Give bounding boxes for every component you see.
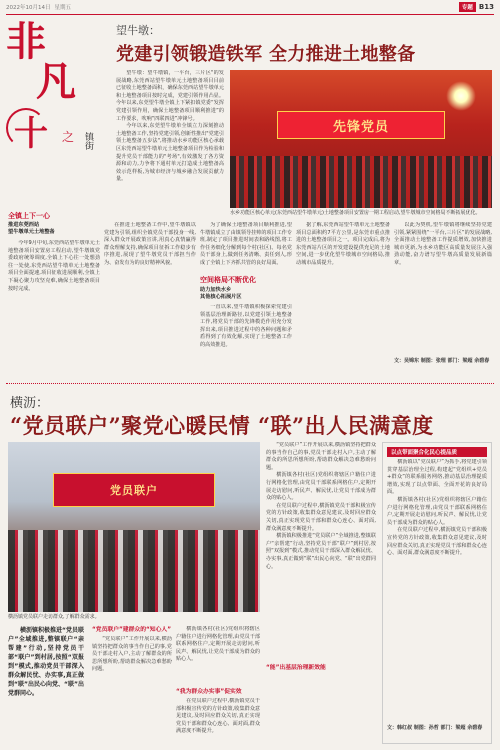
story2-photo-crowd — [8, 530, 260, 612]
story1-col-1 — [8, 240, 100, 378]
story2-box-body — [387, 459, 487, 719]
story-divider — [6, 383, 494, 385]
story1-lead-p2: 今年以来,东莞望牛墩单全镇立力深刻推动土地整备工作,坚持党建引领,创新性推出"党建引领土地整备五步法",将推动水乡功能区核心承载区东莞西站望牛墩单元土地整备项目作为检验和提升党员干部能力的"考场",有效激发了各方资源和动力,力争将下通村单元打造成土地整备高效示范样板,为城市经济与城乡融合发展贡献力量。 — [116, 123, 224, 183]
story1-subsec-sub-2: 其他核心拓展片区 — [200, 294, 242, 300]
masthead-swirl — [6, 108, 46, 148]
story1-subsec-heading: 空间格局不断优化 — [200, 276, 256, 284]
story1-col-4-text: 一直以来,望牛墩镇积极探索党建引领基层治理新路径,以党建引领土地整备工作,将党员干部的先锋模范作用充分发挥出来,项目推进过程中的各种问题和矛盾得到了有效化解,实现了土地整备工作的高效推进。 — [200, 304, 292, 348]
story1-byline: 文：吴锦东 制图：张理 部门：梁超 余碧春 — [394, 358, 490, 364]
story2-sidebar-box — [382, 442, 492, 744]
masthead-char-2: 凡 — [36, 58, 76, 105]
story2-headline: “党员联户”聚党心暖民情 “联”出人民满意度 — [10, 413, 434, 438]
photo-light — [446, 81, 476, 111]
story2-subhead-c: “能”出基层治理新效能 — [266, 664, 376, 673]
masthead-char-3: 十 — [14, 114, 48, 154]
story1-side-subhead-2: 推进东莞西站 — [8, 222, 40, 228]
story2-box-p2: 横沥镇各村(社区)党组织将辖区户籍住户进行网格化管理,由党员干部联系网格住户,定期开展走访慰问,听民声、解民忧,让党员干部成为群众的贴心人。 — [387, 496, 487, 526]
masthead-zhi: 之 — [62, 130, 75, 144]
section-chip: 专题 — [459, 2, 476, 12]
story1-photo-caption: 水乡功能区核心单元(东莞西站望牛墩单元)土地整备项目安置房一期工程启动,望牛墩城市空间格局不断拓展优化。 — [230, 210, 481, 216]
story1-col-5 — [296, 222, 390, 378]
story2-col-d-p2: 横沥镇各村(社区)党组织将辖区户籍住户进行网格化管理,由党员干部联系网格住户,定期开展走访慰问,听民声、解民忧,让党员干部成为群众的贴心人。 — [266, 472, 376, 502]
story1-photo — [230, 70, 492, 208]
story2-col-d — [266, 442, 376, 744]
story2-side-text: 横沥镇积极推进“党员联户”全域推进,整镇联户“亲帮建”行动,坚持党员干部“联户”到村居,按照“双报到”模式,推动党员干部深入群众解民忧、办实事,真正做到“联”出民心向党、“联”出党群同心。 — [8, 627, 84, 697]
story2-photo-banner: 党员联户 — [53, 473, 214, 507]
story2-photo — [8, 442, 260, 612]
story2-box-p3: 在党员联户过程中,横沥镇党员干部积极宣传党的方针政策,收集群众意见建议,及时回应群众关切,真正实现党员干部和群众心连心、面对面,群众满意度不断提升。 — [387, 527, 487, 557]
story1-side-subhead: 全镇上下一心 — [8, 212, 50, 220]
story2-kicker: 横沥： — [10, 396, 50, 411]
story2-subhead-b: “我为群众办实事”促实效 — [176, 689, 242, 695]
story2-col-b — [176, 626, 260, 684]
masthead-subtitle: 镇街 — [83, 132, 93, 150]
story2-col-c — [176, 698, 260, 744]
issue-date: 2022年10月14日 — [6, 5, 51, 11]
story2-col-b-text: 横沥镇各村(社区)党组织将辖区户籍住户进行网格化管理,由党员干部联系网格住户,定期开展走访慰问,听民声、解民忧,让党员干部成为群众的贴心人。 — [176, 626, 260, 663]
page-number: B13 — [478, 3, 494, 11]
issue-weekday: 星期五 — [54, 5, 72, 11]
photo-crowd — [230, 156, 492, 208]
story2-col-d-p4: 横沥镇积极推进“党员联户”全域推进,整镇联户“亲帮建”行动,坚持党员干部“联户”到村居,按照“双报到”模式,推动党员干部深入群众解民忧、办实事,真正做到“联”出民心向党、“联”出党群同心。 — [266, 533, 376, 570]
story1-col-1-text: 今年9月中旬,东莞西站望牛墩单元土地整备项目安置房工程启动,望牛墩镇党委政府统筹调度,全镇上下心往一处想劲往一处使,东莞西站望牛墩单元土地整备项目全面提速,项目征收进展顺利,全镇上下凝心聚力攻坚克难,确保土地整备项目按时完成。 — [8, 240, 100, 292]
story1-col-3 — [200, 222, 292, 272]
page-header — [0, 0, 500, 14]
story1-col-4 — [200, 304, 292, 378]
story2-col-c-text: 在党员联户过程中,横沥镇党员干部积极宣传党的方针政策,收集群众意见建议,及时回应群众关切,真正实现党员干部和群众心连心、面对面,群众满意度不断提升。 — [176, 698, 260, 735]
story1-headline: 党建引领锻造铁军 全力推进土地整备 — [116, 44, 416, 65]
header-rule — [6, 14, 494, 15]
story1-kicker: 望牛墩： — [116, 24, 160, 37]
story2-col-a — [92, 636, 172, 744]
masthead-char-1: 非 — [6, 18, 46, 65]
story1-subsec-sub-1: 助力加快水乡 — [200, 287, 232, 293]
story1-side-subhead-3: 望牛墩单元土地整备 — [8, 229, 55, 235]
photo-banner: 先锋党员 — [277, 111, 445, 139]
story2-box-title: 以点带面聚合化民心提品质 — [387, 447, 487, 457]
story2-col-d-p3: 在党员联户过程中,横沥镇党员干部积极宣传党的方针政策,收集群众意见建议,及时回应群众关切,真正实现党员干部和群众心连心、面对面,群众满意度不断提升。 — [266, 502, 376, 532]
masthead-logo — [6, 20, 102, 180]
story1-col-2 — [104, 222, 196, 378]
story2-byline: 文：韩红叔 制图：孙哲 部门：梁超 余碧春 — [387, 725, 483, 731]
story2-side-col — [8, 626, 84, 744]
story2-col-d-p1: “党员联户”工作开展以来,横沥镇坚持把群众的事当作自己的事,党员干部走村入户,主动了解群众的所思所想所盼,帮助群众解决急难愁盼问题。 — [266, 442, 376, 471]
section-indicator — [459, 2, 494, 12]
story1-col-5-text: 据了解,东莞西站望牛墩单元土地整备项目总面积约7平方公里,是东莞市重点推进的土地整备项目之一。项目完成后,将为东莞西站片区的开发建设提供充足的土地空间,进一步优化望牛墩城市空间格局,推动城市品质提升。 — [296, 222, 390, 266]
story1-lead-p1: 望牛墩：望牛墩镇，一平台，三片区"的发展战略,东莞西站望牛墩单元土地整备项目目前已征收土地整备面积，确保东莞西站望牛墩单元和土地整备项目按时完成，党建引领作用凸显。今年以来,东莞望牛墩全镇上下紧扣镇党委“发挥党建引领作用，确保土地整备项目顺利推进”的工作要求，吹响“四联四进”冲锋号。 — [116, 70, 224, 122]
story1-col-6-text: 以此为契机,望牛墩镇将继续坚持党建引领,紧紧围绕“一平台,三片区”的发展战略,全面推动土地整备工作提质增效,加快推进城市更新,为水乡功能区高质量发展注入强劲动能,奋力谱写望牛墩高质量发展新篇章。 — [394, 222, 492, 266]
story2-subhead-a: “党员联户”建群众的“知心人” — [92, 627, 172, 633]
story1-col-3-text: 为了确保土地整备项目顺利推进,望牛墩镇成立了由镇领导挂帅的项目工作专班,制定了项目推进时间表和路线图,将工作任务细化分解到每个村(社区)、每名党员干部身上,做到任务清晰、责任到人,形成了全镇上下齐抓共管的良好局面。 — [200, 222, 292, 266]
story1-col-2-text: 在推进土地整备工作中,望牛墩镇以党建为引领,组织全镇党员干部投身一线,深入群众开展政策宣讲,用真心真情赢得群众理解支持,确保项目征拆工作稳步有序推进,展现了望牛墩党员干部担当作为、奋发有为的良好精神风貌。 — [104, 222, 196, 266]
story1-lead — [116, 70, 224, 208]
story2-photo-caption: 横沥镇党员联户走访群众,了解群众需求。 — [8, 614, 100, 620]
story2-col-a-text: “党员联户”工作开展以来,横沥镇坚持把群众的事当作自己的事,党员干部走村入户,主动了解群众的所思所想所盼,帮助群众解决急难愁盼问题。 — [92, 636, 172, 673]
story1-col-6 — [394, 222, 492, 354]
story2-box-p1: 横沥镇以“党员联户”为抓手,将党建引领贯穿基层治理全过程,构建起“党组织+党员+群众”的联系服务网络,推动基层治理提质增效,实现了以点带面、全面开花的良好局面。 — [387, 459, 487, 496]
